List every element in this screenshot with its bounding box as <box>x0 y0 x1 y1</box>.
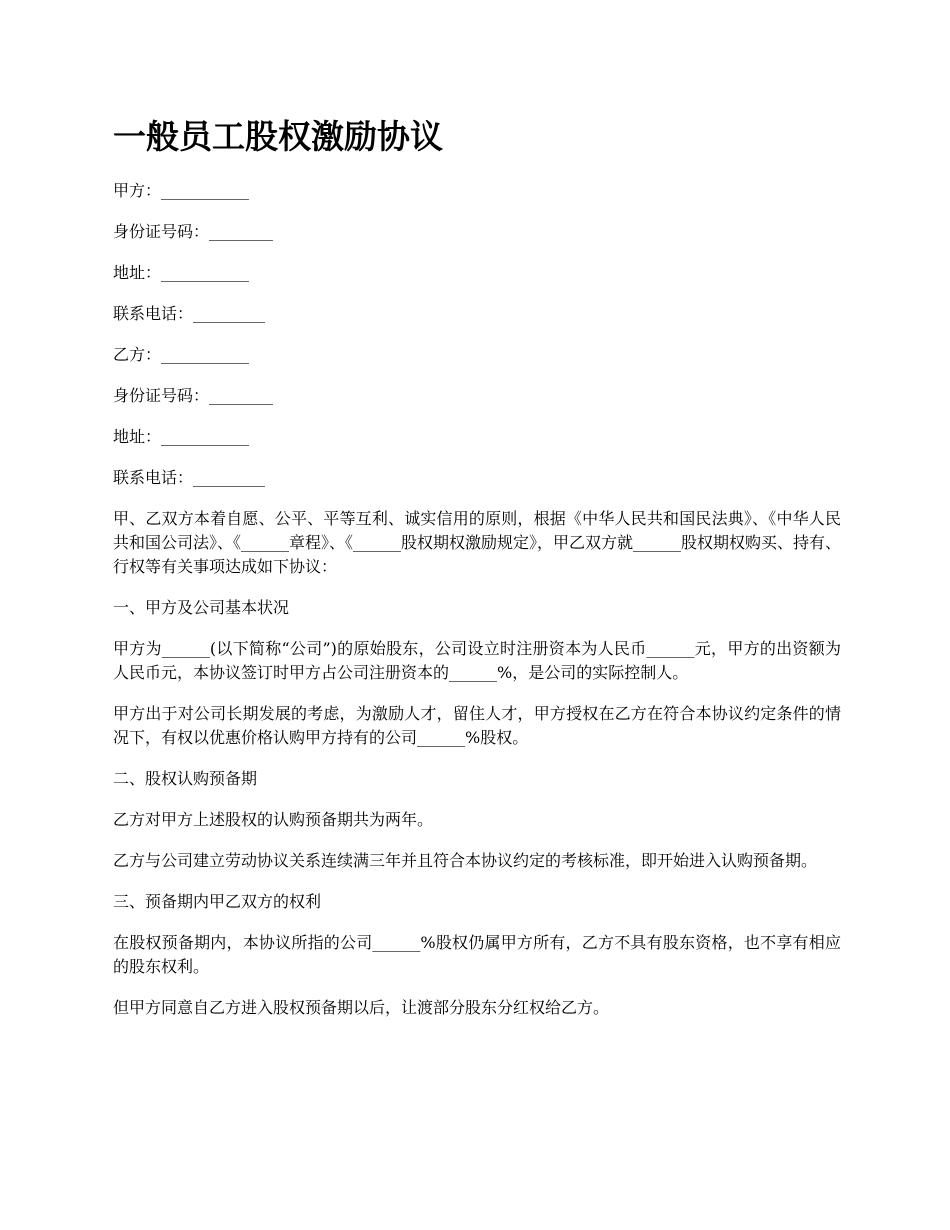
section-2-heading: 二、股权认购预备期 <box>113 769 258 788</box>
section-2-paragraph-1: 乙方对甲方上述股权的认购预备期共为两年。 <box>113 810 434 829</box>
party-info <box>113 179 841 490</box>
party-b-address-field: 地址：___________ <box>113 427 250 446</box>
section-1-paragraph-1: 甲方为______(以下简称“公司”)的原始股东，公司设立时注册资本为人民币______元，甲方的出资额为人民币元，本协议签订时甲方占公司注册资本的______%，是公司的实际控制人。 <box>113 639 841 682</box>
section-2-paragraph-2: 乙方与公司建立劳动协议关系连续满三年并且符合本协议约定的考核标准，即开始进入认购预备期。 <box>113 851 818 870</box>
party-a-name-field: 甲方：___________ <box>113 181 250 200</box>
party-a-address-field: 地址：___________ <box>113 263 250 282</box>
intro-paragraph: 甲、乙双方本着自愿、公平、平等互利、诚实信用的原则，根据《中华人民共和国民法典》、《中华人民共和国公司法》、《______章程》、《______股权期权激励规定》，甲乙双方就______股权期权购买、持有、行权等有关事项达成如下协议： <box>113 509 842 576</box>
section-1-heading: 一、甲方及公司基本状况 <box>113 598 290 617</box>
party-b-id-field: 身份证号码：________ <box>113 386 274 405</box>
party-a-id-field: 身份证号码：________ <box>113 222 274 241</box>
party-b-name-field: 乙方：___________ <box>113 345 250 364</box>
party-b-phone-field: 联系电话：_________ <box>113 468 266 487</box>
party-a-phone-field: 联系电话：_________ <box>113 304 266 323</box>
document-page <box>113 113 841 1037</box>
document-title: 一般员工股权激励协议 <box>113 117 443 156</box>
section-3-paragraph-2: 但甲方同意自乙方进入股权预备期以后，让渡部分股东分红权给乙方。 <box>113 998 610 1017</box>
section-1-paragraph-2: 甲方出于对公司长期发展的考虑，为激励人才，留住人才，甲方授权在乙方在符合本协议约定条件的情况下，有权以优惠价格认购甲方持有的公司______%股权。 <box>113 704 841 747</box>
section-3-heading: 三、预备期内甲乙双方的权利 <box>113 892 322 911</box>
section-3-paragraph-1: 在股权预备期内，本协议所指的公司______%股权仍属甲方所有，乙方不具有股东资格，也不享有相应的股东权利。 <box>113 933 841 976</box>
